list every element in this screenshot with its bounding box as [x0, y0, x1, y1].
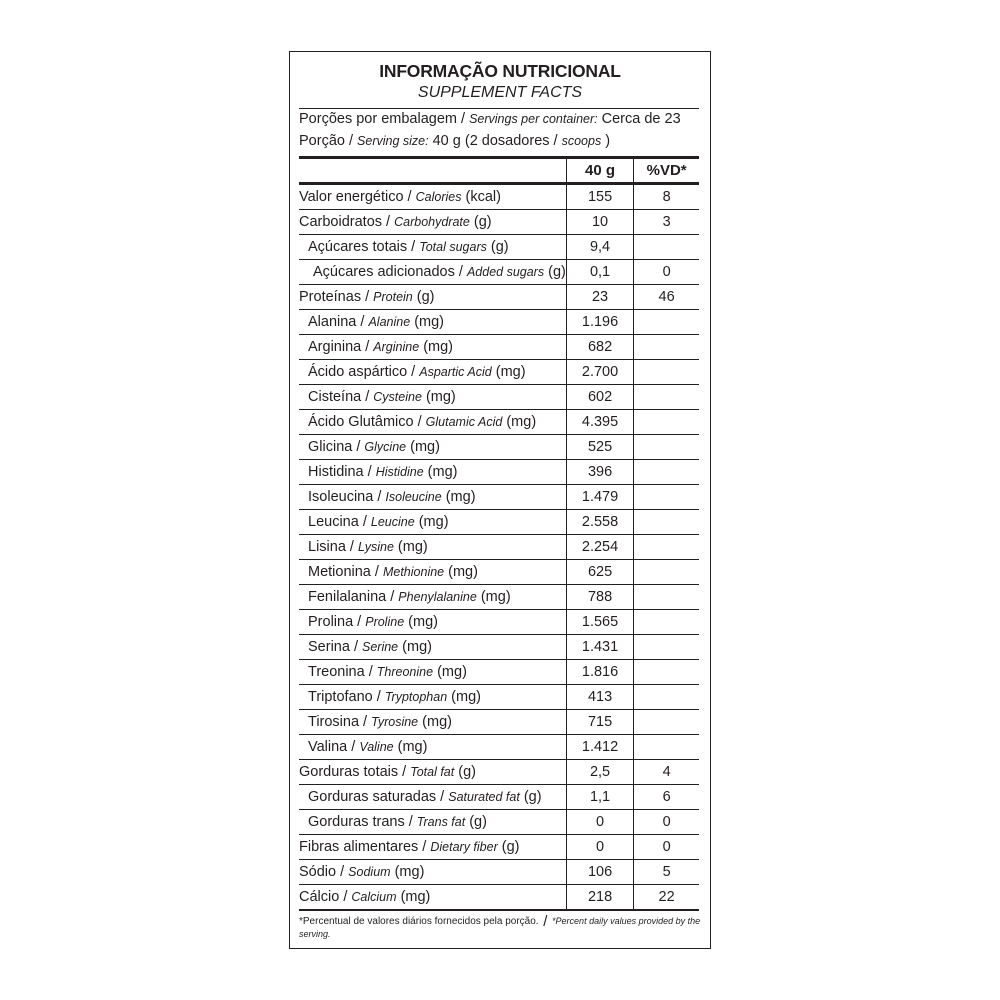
nutrient-name: Açúcares adicionados / Added sugars (g) — [299, 260, 566, 285]
table-row — [299, 360, 699, 385]
table-row — [299, 410, 699, 435]
nutrient-daily-value: 46 — [634, 285, 699, 310]
nutrient-name: Arginina / Arginine (mg) — [299, 335, 566, 360]
table-row — [299, 735, 699, 760]
nutrient-daily-value — [634, 560, 699, 585]
table-row — [299, 760, 699, 785]
nutrient-amount: 1.196 — [566, 310, 633, 335]
table-row — [299, 860, 699, 885]
nutrient-name: Glicina / Glycine (mg) — [299, 435, 566, 460]
nutrient-amount: 0 — [566, 810, 633, 835]
nutrient-daily-value: 8 — [634, 184, 699, 210]
nutrient-daily-value: 22 — [634, 885, 699, 911]
table-row — [299, 510, 699, 535]
table-row — [299, 285, 699, 310]
table-row — [299, 485, 699, 510]
table-row — [299, 335, 699, 360]
nutrient-name: Leucina / Leucine (mg) — [299, 510, 566, 535]
nutrient-daily-value — [634, 685, 699, 710]
table-row — [299, 885, 699, 911]
table-header-row — [299, 159, 699, 184]
nutrient-name: Gorduras saturadas / Saturated fat (g) — [299, 785, 566, 810]
nutrient-name: Serina / Serine (mg) — [299, 635, 566, 660]
header-daily-value: %VD* — [634, 159, 699, 184]
nutrient-name: Cisteína / Cysteine (mg) — [299, 385, 566, 410]
nutrient-name: Isoleucina / Isoleucine (mg) — [299, 485, 566, 510]
nutrient-name: Valor energético / Calories (kcal) — [299, 184, 566, 210]
table-row — [299, 785, 699, 810]
nutrient-name: Metionina / Methionine (mg) — [299, 560, 566, 585]
nutrient-name: Valina / Valine (mg) — [299, 735, 566, 760]
nutrient-name: Lisina / Lysine (mg) — [299, 535, 566, 560]
nutrient-daily-value: 0 — [634, 835, 699, 860]
nutrient-amount: 1.412 — [566, 735, 633, 760]
nutrient-amount: 413 — [566, 685, 633, 710]
table-row — [299, 710, 699, 735]
table-row — [299, 835, 699, 860]
nutrient-name: Alanina / Alanine (mg) — [299, 310, 566, 335]
nutrient-amount: 2.254 — [566, 535, 633, 560]
table-row — [299, 560, 699, 585]
nutrient-daily-value: 3 — [634, 210, 699, 235]
table-row — [299, 184, 699, 210]
nutrient-daily-value — [634, 710, 699, 735]
table-row — [299, 660, 699, 685]
panel-subtitle: SUPPLEMENT FACTS — [417, 84, 583, 101]
header-blank — [299, 159, 566, 184]
nutrient-daily-value — [634, 435, 699, 460]
nutrient-daily-value — [634, 610, 699, 635]
nutrient-table — [299, 159, 699, 911]
nutrient-amount: 396 — [566, 460, 633, 485]
header-amount: 40 g — [566, 159, 633, 184]
nutrient-amount: 106 — [566, 860, 633, 885]
nutrient-amount: 0,1 — [566, 260, 633, 285]
nutrient-amount: 1.431 — [566, 635, 633, 660]
nutrient-daily-value — [634, 585, 699, 610]
nutrient-amount: 23 — [566, 285, 633, 310]
table-row — [299, 635, 699, 660]
nutrient-name: Proteínas / Protein (g) — [299, 285, 566, 310]
table-row — [299, 385, 699, 410]
nutrient-daily-value — [634, 460, 699, 485]
nutrient-name: Gorduras trans / Trans fat (g) — [299, 810, 566, 835]
nutrient-amount: 2.558 — [566, 510, 633, 535]
table-row — [299, 810, 699, 835]
nutrient-amount: 1.816 — [566, 660, 633, 685]
servings-per-container: Porções por embalagem / Servings per container: Cerca de 23 — [299, 111, 681, 127]
nutrient-name: Histidina / Histidine (mg) — [299, 460, 566, 485]
nutrient-amount: 155 — [566, 184, 633, 210]
nutrient-daily-value: 0 — [634, 810, 699, 835]
nutrient-name: Tirosina / Tyrosine (mg) — [299, 710, 566, 735]
nutrient-daily-value — [634, 735, 699, 760]
nutrient-name: Gorduras totais / Total fat (g) — [299, 760, 566, 785]
nutrient-amount: 1,1 — [566, 785, 633, 810]
nutrient-daily-value: 6 — [634, 785, 699, 810]
nutrient-name: Prolina / Proline (mg) — [299, 610, 566, 635]
nutrient-daily-value — [634, 410, 699, 435]
table-row — [299, 460, 699, 485]
panel-title: INFORMAÇÃO NUTRICIONAL — [379, 61, 621, 81]
nutrient-amount: 525 — [566, 435, 633, 460]
nutrient-amount: 625 — [566, 560, 633, 585]
nutrient-amount: 788 — [566, 585, 633, 610]
nutrient-name: Triptofano / Tryptophan (mg) — [299, 685, 566, 710]
table-row — [299, 535, 699, 560]
nutrient-name: Carboidratos / Carbohydrate (g) — [299, 210, 566, 235]
table-row — [299, 685, 699, 710]
nutrient-daily-value: 4 — [634, 760, 699, 785]
nutrient-daily-value — [634, 360, 699, 385]
serving-size: Porção / Serving size: 40 g (2 dosadores / scoops ) — [299, 133, 611, 149]
nutrient-amount: 682 — [566, 335, 633, 360]
nutrient-name: Fenilalanina / Phenylalanine (mg) — [299, 585, 566, 610]
nutrient-daily-value — [634, 510, 699, 535]
nutrient-daily-value — [634, 635, 699, 660]
nutrient-name: Sódio / Sodium (mg) — [299, 860, 566, 885]
table-row — [299, 435, 699, 460]
nutrient-name: Ácido Glutâmico / Glutamic Acid (mg) — [299, 410, 566, 435]
table-row — [299, 235, 699, 260]
nutrient-daily-value — [634, 335, 699, 360]
nutrient-name: Treonina / Threonine (mg) — [299, 660, 566, 685]
table-row — [299, 260, 699, 285]
nutrient-daily-value — [634, 660, 699, 685]
nutrient-amount: 715 — [566, 710, 633, 735]
nutrient-name: Cálcio / Calcium (mg) — [299, 885, 566, 911]
nutrient-amount: 602 — [566, 385, 633, 410]
nutrient-amount: 0 — [566, 835, 633, 860]
nutrient-amount: 2,5 — [566, 760, 633, 785]
nutrient-amount: 4.395 — [566, 410, 633, 435]
nutrient-amount: 1.565 — [566, 610, 633, 635]
nutrient-daily-value: 0 — [634, 260, 699, 285]
nutrient-amount: 2.700 — [566, 360, 633, 385]
nutrient-daily-value — [634, 235, 699, 260]
nutrient-amount: 9,4 — [566, 235, 633, 260]
nutrient-name: Açúcares totais / Total sugars (g) — [299, 235, 566, 260]
nutrient-rows — [299, 184, 699, 911]
nutrient-amount: 218 — [566, 885, 633, 911]
table-row — [299, 210, 699, 235]
nutrient-daily-value — [634, 385, 699, 410]
nutrient-daily-value: 5 — [634, 860, 699, 885]
nutrition-facts-panel — [289, 51, 711, 949]
table-row — [299, 310, 699, 335]
nutrient-name: Fibras alimentares / Dietary fiber (g) — [299, 835, 566, 860]
nutrient-amount: 10 — [566, 210, 633, 235]
footnote: *Percentual de valores diários fornecidos pela porção. / *Percent daily values provided by the serving. — [299, 913, 701, 939]
title-divider — [299, 108, 699, 109]
nutrient-daily-value — [634, 535, 699, 560]
nutrient-daily-value — [634, 310, 699, 335]
nutrient-name: Ácido aspártico / Aspartic Acid (mg) — [299, 360, 566, 385]
nutrient-amount: 1.479 — [566, 485, 633, 510]
table-row — [299, 610, 699, 635]
nutrient-daily-value — [634, 485, 699, 510]
table-row — [299, 585, 699, 610]
